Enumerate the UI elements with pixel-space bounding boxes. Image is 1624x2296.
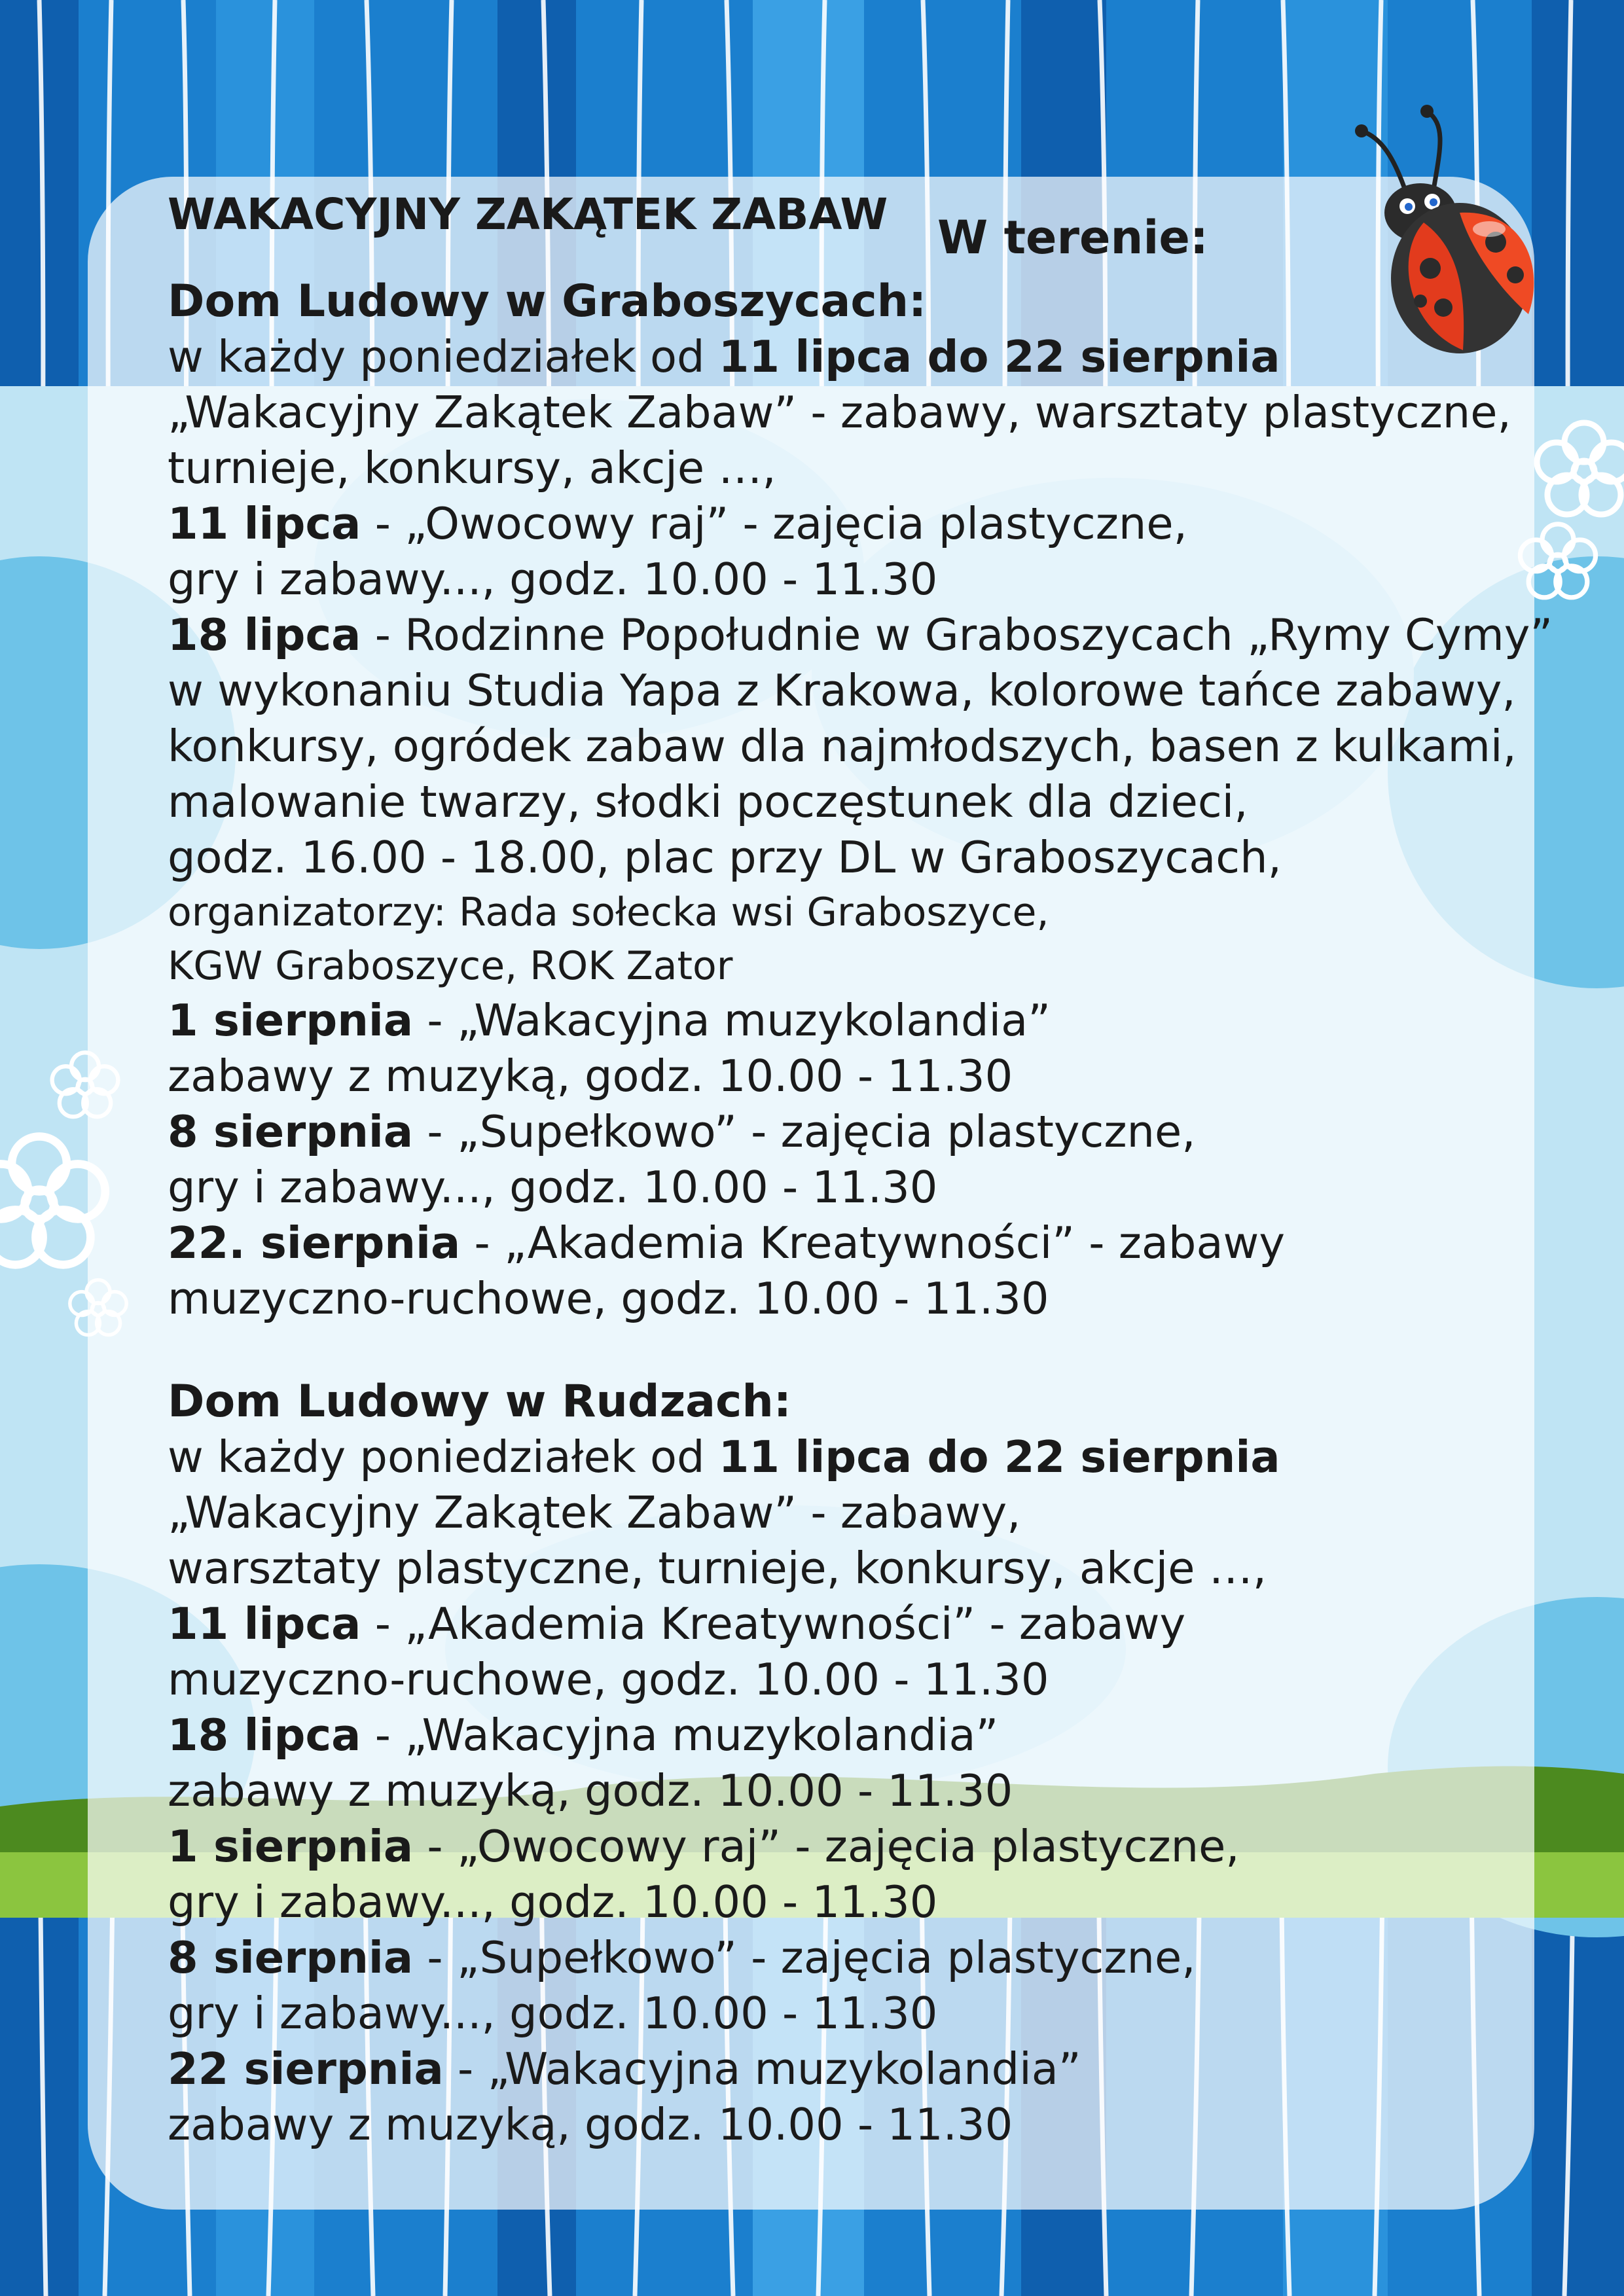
event-date: 18 lipca	[168, 609, 361, 660]
event-date-range: 11 lipca do 22 sierpnia	[718, 331, 1280, 382]
event-text: - „Wakacyjna muzykolandia”	[413, 995, 1051, 1046]
event-text: warsztaty plastyczne, turnieje, konkursy, akcje …,	[168, 1543, 1267, 1594]
event-date: 22. sierpnia	[168, 1217, 461, 1268]
event-line	[168, 1485, 1490, 1541]
event-text: muzyczno-ruchowe, godz. 10.00 - 11.30	[168, 1273, 1049, 1324]
event-line	[168, 1160, 1490, 1215]
event-text: - „Wakacyjna muzykolandia”	[361, 1710, 999, 1761]
event-line	[168, 774, 1490, 830]
event-line	[168, 552, 1490, 607]
event-text: w wykonaniu Studia Yapa z Krakowa, kolorowe tańce zabawy,	[168, 665, 1516, 716]
section	[168, 1374, 1490, 2153]
sections	[168, 274, 1553, 2153]
event-text: - „Wakacyjna muzykolandia”	[443, 2043, 1081, 2094]
event-line	[168, 1596, 1490, 1652]
event-text: - „Akademia Kreatywności” - zabawy	[460, 1217, 1285, 1268]
event-date: 8 sierpnia	[168, 1106, 414, 1157]
event-date: 11 lipca	[168, 1598, 361, 1649]
event-line	[168, 2097, 1490, 2153]
event-line	[168, 663, 1516, 719]
event-text: w każdy poniedziałek od	[168, 331, 719, 382]
event-text: konkursy, ogródek zabaw dla najmłodszych, basen z kulkami,	[168, 721, 1517, 772]
section-gap	[168, 1327, 1490, 1374]
event-date: 1 sierpnia	[168, 1821, 414, 1872]
event-text: malowanie twarzy, słodki poczęstunek dla dzieci,	[168, 776, 1248, 827]
event-text: gry i zabawy..., godz. 10.00 - 11.30	[168, 554, 938, 605]
event-text: organizatorzy: Rada sołecka wsi Graboszyce,	[168, 889, 1049, 935]
event-line	[168, 719, 1517, 774]
event-text: w każdy poniedziałek od	[168, 1431, 719, 1482]
event-line	[168, 1429, 1490, 1485]
event-text: godz. 16.00 - 18.00, plac przy DL w Graboszycach,	[168, 832, 1282, 883]
event-line	[168, 1708, 1490, 1763]
event-line	[168, 329, 1490, 385]
event-line	[168, 1930, 1490, 1986]
event-text: - „Owocowy raj” - zajęcia plastyczne,	[361, 498, 1187, 549]
event-date: 8 sierpnia	[168, 1932, 414, 1983]
event-text: - „Supełkowo” - zajęcia plastyczne,	[413, 1106, 1196, 1157]
event-text: zabawy z muzyką, godz. 10.00 - 11.30	[168, 1050, 1013, 1102]
event-date-range: 11 lipca do 22 sierpnia	[718, 1431, 1280, 1482]
event-line	[168, 2041, 1490, 2097]
event-line	[168, 496, 1490, 552]
event-text: - „Owocowy raj” - zajęcia plastyczne,	[413, 1821, 1240, 1872]
event-line	[168, 939, 1490, 993]
event-date: 22 sierpnia	[168, 2043, 444, 2094]
event-text: - Rodzinne Popołudnie w Graboszycach „Rymy Cymy”	[361, 609, 1553, 660]
event-text: zabawy z muzyką, godz. 10.00 - 11.30	[168, 2099, 1013, 2150]
event-line	[168, 607, 1553, 663]
event-line	[168, 1271, 1490, 1327]
event-text: gry i zabawy..., godz. 10.00 - 11.30	[168, 1876, 938, 1928]
event-line	[168, 1819, 1490, 1874]
event-text: „Wakacyjny Zakątek Zabaw” - zabawy, warsztaty plastyczne,	[168, 387, 1511, 438]
event-line	[168, 440, 1490, 496]
section-title: Dom Ludowy w Graboszycach:	[168, 276, 927, 327]
event-text: - „Akademia Kreatywności” - zabawy	[361, 1598, 1186, 1649]
event-text: - „Supełkowo” - zajęcia plastyczne,	[413, 1932, 1196, 1983]
document-title: WAKACYJNY ZAKĄTEK ZABAW	[168, 189, 888, 240]
event-date: 1 sierpnia	[168, 995, 414, 1046]
document-body	[168, 182, 1553, 2153]
event-date: 11 lipca	[168, 498, 361, 549]
event-line	[168, 993, 1490, 1049]
event-text: gry i zabawy..., godz. 10.00 - 11.30	[168, 1988, 938, 2039]
section	[168, 274, 1553, 1327]
event-date: 18 lipca	[168, 1710, 361, 1761]
event-text: KGW Graboszyce, ROK Zator	[168, 943, 733, 989]
event-text: turnieje, konkursy, akcje …,	[168, 442, 776, 493]
event-line	[168, 1541, 1490, 1596]
header-subtitle: W terenie:	[937, 211, 1208, 264]
event-line	[168, 1049, 1490, 1104]
event-line	[168, 886, 1490, 939]
event-text: zabawy z muzyką, godz. 10.00 - 11.30	[168, 1765, 1013, 1816]
event-line	[168, 1652, 1490, 1708]
event-line	[168, 1986, 1490, 2041]
event-text: muzyczno-ruchowe, godz. 10.00 - 11.30	[168, 1654, 1049, 1705]
event-line	[168, 1215, 1490, 1271]
event-line	[168, 385, 1511, 440]
event-line	[168, 1763, 1490, 1819]
event-text: gry i zabawy..., godz. 10.00 - 11.30	[168, 1162, 938, 1213]
event-line	[168, 1874, 1490, 1930]
event-line	[168, 830, 1490, 886]
event-line	[168, 1104, 1490, 1160]
section-title: Dom Ludowy w Rudzach:	[168, 1376, 791, 1427]
event-text: „Wakacyjny Zakątek Zabaw” - zabawy,	[168, 1487, 1021, 1538]
